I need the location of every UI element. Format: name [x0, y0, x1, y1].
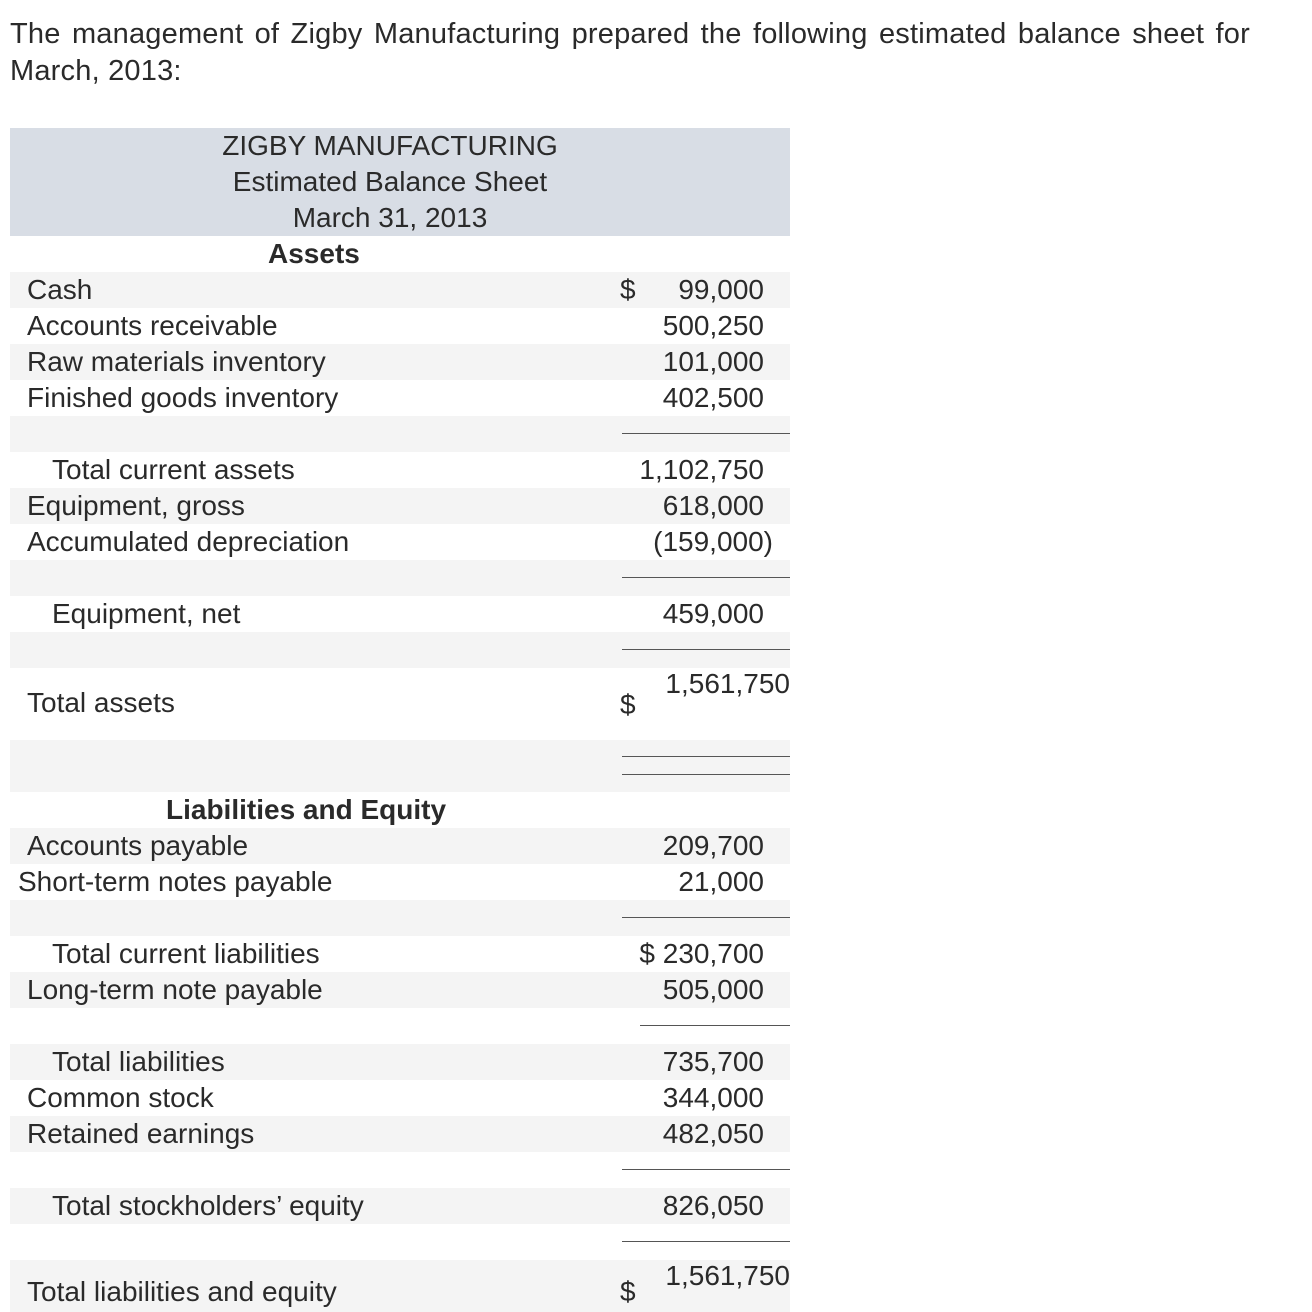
subtotal-rule	[622, 1241, 790, 1242]
common-stock-label: Common stock	[27, 1082, 214, 1113]
total-assets-dollar: $	[620, 689, 636, 720]
total-current-liabilities-value: $ 230,700	[639, 938, 764, 969]
intro-paragraph: The management of Zigby Manufacturing prepared the following estimated balance sheet for March, 2013:	[10, 18, 1250, 87]
total-liabilities-equity-value: 1,561,750	[665, 1260, 790, 1291]
common-stock-value: 344,000	[662, 1082, 764, 1113]
liabilities-heading-row	[10, 792, 790, 828]
total-liabilities-row	[10, 1044, 790, 1080]
balance-sheet-header	[10, 128, 790, 236]
long-term-note-row	[10, 972, 790, 1008]
total-stockholders-equity-label: Total stockholders’ equity	[52, 1190, 364, 1221]
equipment-gross-row	[10, 488, 790, 524]
total-current-assets-value: 1,102,750	[639, 454, 764, 485]
retained-earnings-label: Retained earnings	[27, 1118, 255, 1149]
subtotal-rule	[622, 649, 790, 650]
cash-label: Cash	[27, 274, 93, 305]
accounts-payable-label: Accounts payable	[27, 830, 249, 861]
subtotal-rule	[622, 917, 790, 918]
accumulated-depreciation-value: (159,000)	[653, 526, 773, 557]
long-term-note-label: Long-term note payable	[27, 974, 323, 1005]
finished-goods-value: 402,500	[662, 382, 764, 413]
cash-value: 99,000	[678, 274, 764, 305]
equipment-net-label: Equipment, net	[52, 598, 241, 629]
total-current-assets-row	[10, 452, 790, 488]
finished-goods-label: Finished goods inventory	[27, 382, 339, 413]
assets-heading: Assets	[268, 238, 360, 269]
short-term-notes-value: 21,000	[678, 866, 764, 897]
accounts-receivable-value: 500,250	[662, 310, 764, 341]
raw-materials-row	[10, 344, 790, 380]
spacer-row	[10, 900, 790, 936]
finished-goods-row	[10, 380, 790, 416]
statement-date: March 31, 2013	[292, 202, 488, 233]
retained-earnings-row	[10, 1116, 790, 1152]
total-current-liabilities-row	[10, 936, 790, 972]
total-assets-row	[10, 668, 790, 740]
total-liabilities-value: 735,700	[662, 1046, 764, 1077]
spacer-row	[10, 416, 790, 452]
total-current-assets-label: Total current assets	[52, 454, 295, 485]
total-liabilities-label: Total liabilities	[52, 1046, 225, 1077]
accounts-receivable-row	[10, 308, 790, 344]
balance-sheet	[10, 128, 790, 1307]
cash-row	[10, 272, 790, 308]
raw-materials-label: Raw materials inventory	[27, 346, 326, 377]
subtotal-rule	[622, 1169, 790, 1170]
total-liabilities-equity-dollar: $	[620, 1276, 636, 1307]
total-liabilities-equity-label: Total liabilities and equity	[27, 1276, 337, 1307]
common-stock-row	[10, 1080, 790, 1116]
statement-title: Estimated Balance Sheet	[232, 166, 548, 197]
total-stockholders-equity-value: 826,050	[662, 1190, 764, 1221]
cash-dollar: $	[620, 274, 636, 305]
double-rule-top	[622, 756, 790, 757]
total-current-liabilities-label: Total current liabilities	[52, 938, 320, 969]
raw-materials-value: 101,000	[662, 346, 764, 377]
company-name: ZIGBY MANUFACTURING	[222, 130, 558, 161]
short-term-notes-label: Short-term notes payable	[18, 866, 333, 897]
liabilities-heading: Liabilities and Equity	[166, 794, 447, 825]
accounts-payable-row	[10, 828, 790, 864]
accumulated-depreciation-row	[10, 524, 790, 560]
assets-heading-row	[10, 236, 790, 272]
total-assets-value: 1,561,750	[665, 668, 790, 699]
retained-earnings-value: 482,050	[662, 1118, 764, 1149]
subtotal-rule	[622, 433, 790, 434]
long-term-note-value: 505,000	[662, 974, 764, 1005]
equipment-net-value: 459,000	[662, 598, 764, 629]
spacer-row	[10, 560, 790, 596]
total-stockholders-equity-row	[10, 1188, 790, 1224]
equipment-net-row	[10, 596, 790, 632]
total-assets-label: Total assets	[27, 687, 175, 718]
equipment-gross-label: Equipment, gross	[27, 490, 245, 521]
subtotal-rule	[640, 1025, 790, 1026]
accounts-receivable-label: Accounts receivable	[27, 310, 278, 341]
total-liabilities-equity-row	[10, 1260, 790, 1312]
spacer-row	[10, 632, 790, 668]
equipment-gross-value: 618,000	[662, 490, 764, 521]
subtotal-rule	[622, 577, 790, 578]
spacer-row	[10, 740, 790, 792]
accounts-payable-value: 209,700	[662, 830, 764, 861]
accumulated-depreciation-label: Accumulated depreciation	[27, 526, 350, 557]
short-term-notes-row	[10, 864, 790, 900]
double-rule-bottom	[622, 774, 790, 775]
